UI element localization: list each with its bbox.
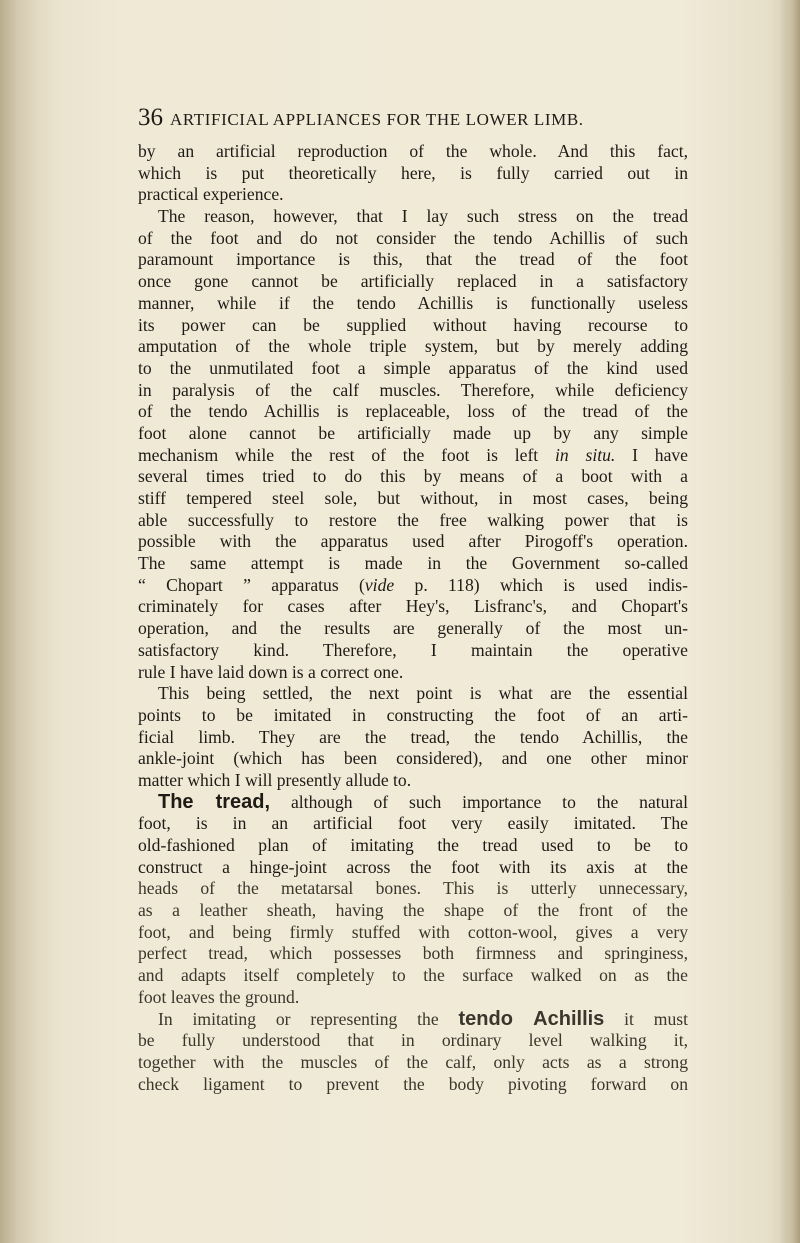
text-line: check ligament to prevent the body pivoting forward on	[138, 1073, 688, 1094]
text-line: criminately for cases after Hey's, Lisfranc's, and Chopart's	[138, 596, 688, 617]
text-line: ankle-joint (which has been considered), and one other minor	[138, 748, 688, 769]
italic-term: in situ.	[555, 444, 616, 465]
text-line: which is put theoretically here, is fully carried out in	[138, 162, 688, 183]
italic-term: vide	[364, 574, 395, 595]
section-run-in-heading: The tread,	[158, 790, 271, 813]
text-line: paramount importance is this, that the tread of the foot	[138, 249, 688, 270]
text-line: stiff tempered steel sole, but without, in most cases, being	[138, 488, 688, 508]
running-title: ARTIFICIAL APPLIANCES FOR THE LOWER LIMB.	[170, 110, 584, 129]
text-line: heads of the metatarsal bones. This is utterly unnecessary,	[138, 878, 688, 899]
text-fragment: mechanism while the rest of the foot is left	[138, 444, 539, 465]
text-fragment: In imitating or representing the	[158, 1008, 439, 1029]
text-line	[138, 792, 688, 814]
text-line: foot leaves the ground.	[138, 986, 300, 1007]
text-line: as a leather sheath, having the shape of the front of the	[138, 900, 688, 921]
text-line: matter which I will presently allude to.	[138, 769, 412, 790]
text-line: of the foot and do not consider the tendo Achillis of such	[138, 227, 688, 248]
text-line: its power can be supplied without having recourse to	[138, 314, 688, 335]
text-fragment: p. 118) which is used indis-	[414, 574, 688, 595]
text-line: old-fashioned plan of imitating the tread used to be to	[138, 835, 688, 855]
body-text	[138, 141, 688, 1095]
text-line: satisfactory kind. Therefore, I maintain the operative	[138, 639, 688, 660]
page-edge-shadow	[780, 0, 800, 1243]
section-run-in-heading: tendo Achillis	[458, 1007, 605, 1030]
text-line: This being settled, the next point is what are the essential	[158, 683, 688, 704]
text-line	[138, 575, 688, 597]
text-line: be fully understood that in ordinary level walking it,	[138, 1030, 688, 1051]
text-line: The reason, however, that I lay such stress on the tread	[158, 206, 688, 227]
text-line: foot alone cannot be artificially made up by any simple	[138, 422, 688, 443]
page-header	[138, 104, 698, 134]
text-line: practical experience.	[138, 184, 284, 205]
text-line: amputation of the whole triple system, but by merely adding	[138, 336, 688, 357]
page-gutter-shadow	[0, 0, 58, 1243]
text-line: and adapts itself completely to the surface walked on as the	[138, 965, 688, 986]
text-line: several times tried to do this by means of a boot with a	[138, 466, 688, 487]
text-line: foot, and being firmly stuffed with cotton-wool, gives a very	[138, 921, 688, 942]
text-line: perfect tread, which possesses both firmness and springiness,	[138, 943, 688, 964]
text-line: to the unmutilated foot a simple apparatus of the kind used	[138, 357, 688, 378]
text-line	[138, 445, 688, 467]
text-fragment: “ Chopart ” apparatus (	[138, 574, 365, 595]
text-line: once gone cannot be artificially replaced in a satisfactory	[138, 271, 688, 292]
text-line: ficial limb. They are the tread, the tendo Achillis, the	[138, 726, 688, 747]
text-line: together with the muscles of the calf, only acts as a strong	[138, 1051, 688, 1072]
text-line: The same attempt is made in the Government so-called	[138, 553, 688, 574]
text-line: possible with the apparatus used after Pirogoff's operation.	[138, 531, 688, 552]
text-line: by an artificial reproduction of the whole. And this fact,	[138, 141, 688, 161]
text-fragment: although of such importance to the natural	[290, 791, 689, 812]
text-line: able successfully to restore the free walking power that is	[138, 509, 688, 530]
text-line: operation, and the results are generally of the most un-	[138, 618, 688, 639]
text-line: rule I have laid down is a correct one.	[138, 661, 404, 682]
text-line: points to be imitated in constructing the foot of an arti-	[138, 704, 688, 725]
text-fragment: it must	[624, 1008, 688, 1029]
text-line	[138, 1009, 688, 1031]
page-number: 36	[138, 104, 163, 131]
text-line: foot, is in an artificial foot very easily imitated. The	[138, 813, 688, 834]
text-line: construct a hinge-joint across the foot with its axis at the	[138, 856, 688, 877]
text-line: in paralysis of the calf muscles. Therefore, while deficiency	[138, 379, 688, 400]
text-line: manner, while if the tendo Achillis is functionally useless	[138, 292, 688, 313]
text-fragment: I have	[632, 444, 688, 465]
text-line: of the tendo Achillis is replaceable, loss of the tread of the	[138, 401, 688, 422]
